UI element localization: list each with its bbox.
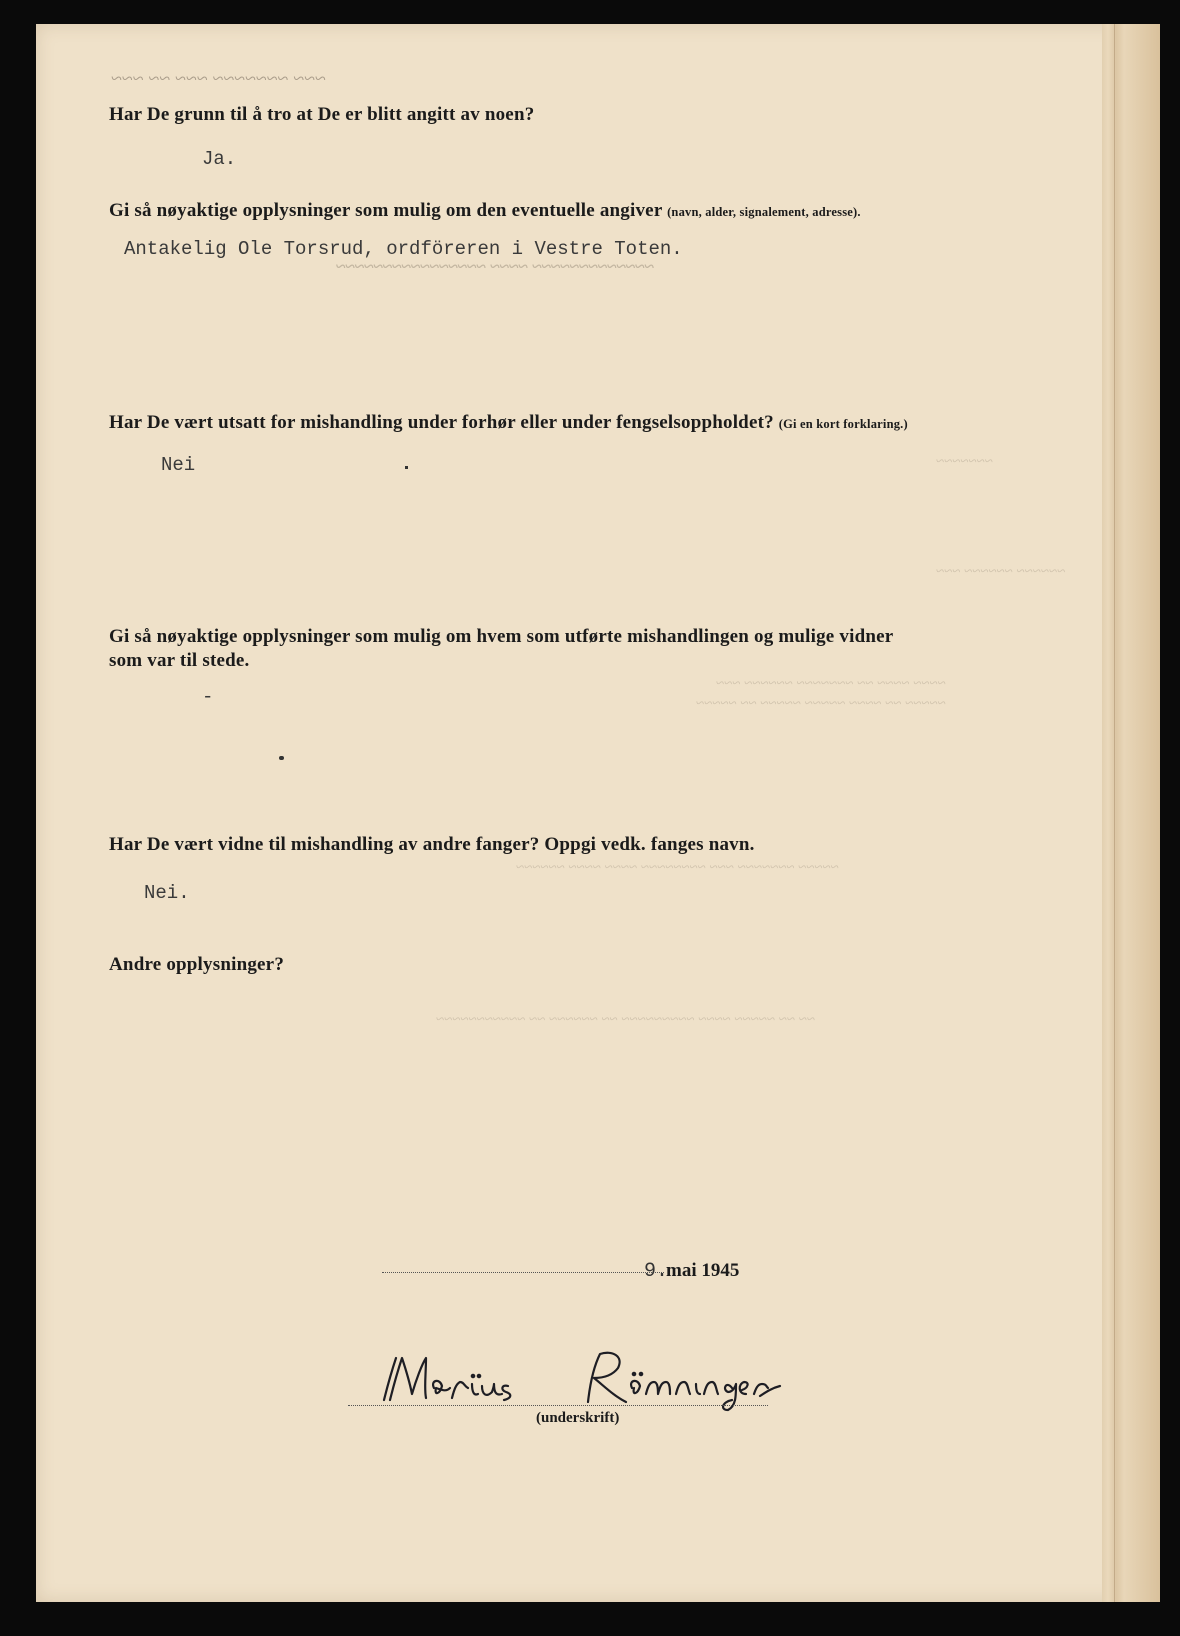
- answer-witness: Nei.: [144, 882, 190, 904]
- signature-dotted-line: [348, 1405, 768, 1406]
- show-through-text: ~~~~~ ~~ ~~~~ ~~~~~ ~~~~~ ~~ ~~~~~: [696, 696, 946, 712]
- ink-dot: [279, 756, 284, 760]
- page-fold-edge: [1102, 24, 1160, 1602]
- question-informer: Har De grunn til å tro at De er blitt angitt av noen?: [109, 104, 535, 125]
- answer-informer: Ja.: [202, 148, 237, 170]
- document-page: [36, 24, 1160, 1602]
- question-note: (navn, alder, signalement, adresse).: [667, 205, 861, 219]
- date-month-year: mai 1945: [666, 1260, 740, 1281]
- question-perpetrators-line2: som var til stede.: [109, 650, 250, 671]
- date-dotted-line: [382, 1272, 664, 1273]
- show-through-text: ~~~~~ ~~~~~~~ ~~~ ~~~~~~~~ ~~~~ ~~~~ ~~~~~~: [516, 860, 839, 876]
- show-through-text: ~~~ ~~~~~~~ ~~~ ~~ ~~~: [111, 68, 326, 90]
- answer-mistreatment: Nei: [161, 454, 196, 476]
- ink-dot: [405, 466, 408, 469]
- show-through-text: ~~~~~~~: [936, 454, 993, 470]
- date-day: 9.: [644, 1260, 669, 1283]
- question-informer-details: [109, 200, 861, 222]
- answer-informer-details: Antakelig Ole Torsrud, ordföreren i Vestre Toten.: [124, 238, 683, 260]
- show-through-text: ~~~~~~~~~~~~~ ~~~~ ~~~~~~~~~~~~~~~~: [336, 256, 654, 276]
- question-witness: Har De vært vidne til mishandling av andre fanger? Oppgi vedk. fanges navn.: [109, 834, 755, 855]
- show-through-text: ~~~~ ~~~~ ~~ ~~~~~~~ ~~~~~~ ~~~: [716, 676, 946, 692]
- question-other-info: Andre opplysninger?: [109, 954, 285, 975]
- question-text: Gi så nøyaktige opplysninger som mulig om den eventuelle angiver: [109, 200, 663, 221]
- handwritten-signature: [376, 1344, 836, 1414]
- show-through-text: ~~ ~~ ~~~~~ ~~~~ ~~~~~~~~~ ~~ ~~~~~~ ~~ ~~~~~~~~~~~: [436, 1012, 815, 1028]
- show-through-text: ~~~~~~ ~~~~~~ ~~~: [936, 564, 1066, 580]
- answer-perpetrators: -: [202, 686, 214, 708]
- question-mistreatment: [109, 412, 908, 434]
- question-perpetrators-line1: Gi så nøyaktige opplysninger som mulig om hvem som utførte mishandlingen og mulige vidner: [109, 626, 894, 647]
- signature-label: (underskrift): [536, 1410, 620, 1426]
- question-note: (Gi en kort forklaring.): [778, 417, 908, 431]
- question-text: Har De vært utsatt for mishandling under forhør eller under fengselsoppholdet?: [109, 412, 774, 433]
